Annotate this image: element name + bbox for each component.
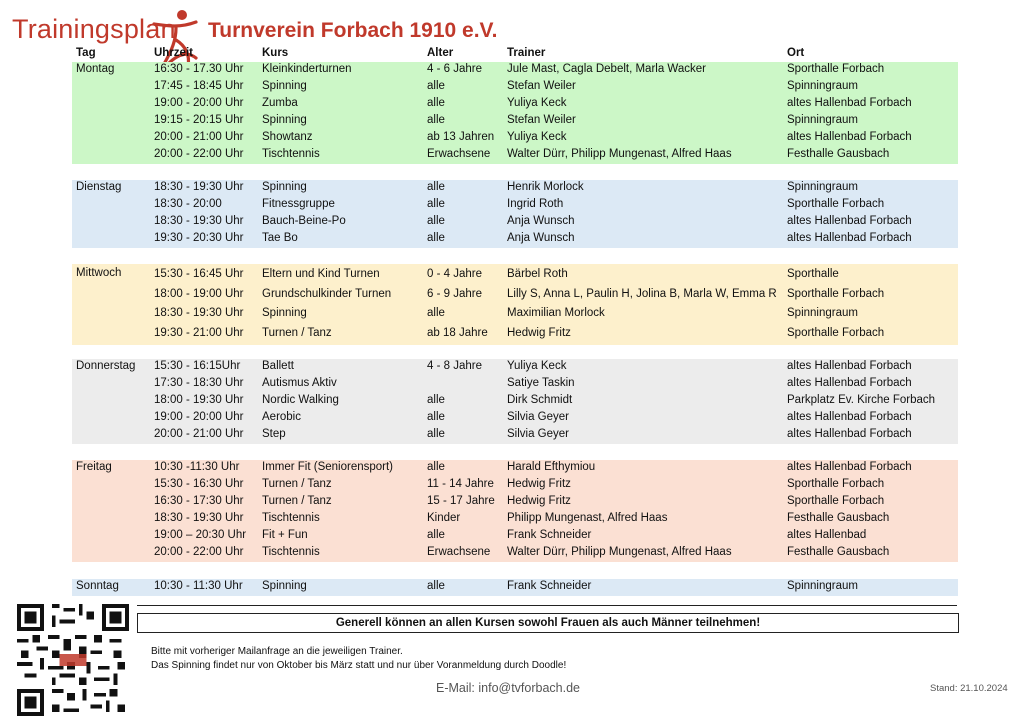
course-cell: Tischtennis (262, 512, 320, 524)
trainer-cell: Henrik Morlock (507, 181, 584, 193)
course-cell: Turnen / Tanz (262, 326, 332, 339)
course-cell: Spinning (262, 307, 307, 319)
time-cell: 19:30 - 21:00 Uhr (154, 326, 244, 339)
location-cell: altes Hallenbad Forbach (787, 377, 912, 389)
trainer-cell: Philipp Mungenast, Alfred Haas (507, 512, 668, 524)
column-header-trainer: Trainer (507, 47, 546, 59)
trainer-cell: Dirk Schmidt (507, 394, 573, 406)
course-cell: Turnen / Tanz (262, 495, 332, 507)
location-cell: Sporthalle (787, 268, 839, 280)
time-cell: 10:30 - 11:30 Uhr (154, 580, 243, 592)
location-cell: Festhalle Gausbach (787, 512, 890, 524)
trainer-cell: Yuliya Keck (507, 131, 567, 143)
trainer-cell: Anja Wunsch (507, 232, 575, 244)
time-cell: 20:00 - 22:00 Uhr (154, 546, 244, 558)
qr-code-icon (17, 604, 129, 716)
location-cell: altes Hallenbad Forbach (787, 215, 912, 227)
location-cell: Sporthalle Forbach (787, 198, 885, 210)
day-section-3 (72, 359, 958, 444)
gymnast-figure-icon (146, 6, 206, 70)
age-cell: 11 - 14 Jahre (427, 478, 494, 490)
course-cell: Nordic Walking (262, 394, 339, 406)
location-cell: altes Hallenbad Forbach (787, 428, 912, 440)
location-cell: altes Hallenbad Forbach (787, 131, 912, 143)
age-cell: alle (427, 198, 445, 210)
day-section-5 (72, 579, 958, 596)
time-cell: 19:15 - 20:15 Uhr (154, 114, 244, 126)
location-cell: Sporthalle Forbach (787, 63, 885, 75)
trainer-cell: Silvia Geyer (507, 428, 569, 440)
time-cell: 18:30 - 20:00 (154, 198, 222, 210)
contact-email[interactable]: E-Mail: info@tvforbach.de (436, 681, 581, 695)
course-cell: Spinning (262, 80, 307, 92)
stand-date: Stand: 21.10.2024 (930, 683, 1008, 694)
trainer-cell: Hedwig Fritz (507, 478, 571, 490)
time-cell: 17:45 - 18:45 Uhr (154, 80, 244, 92)
day-name: Donnerstag (76, 360, 136, 372)
course-cell: Grundschulkinder Turnen (262, 287, 392, 300)
club-name: Turnverein Forbach 1910 e.V. (208, 19, 498, 42)
age-cell: Erwachsene (427, 148, 491, 160)
age-cell: alle (427, 580, 445, 592)
age-cell: Kinder (427, 512, 461, 524)
age-cell: 4 - 6 Jahre (427, 63, 482, 75)
day-section-0 (72, 62, 958, 164)
day-name: Montag (76, 63, 115, 75)
age-cell: ab 18 Jahre (427, 326, 488, 339)
day-name: Dienstag (76, 181, 122, 193)
location-cell: Spinningraum (787, 114, 858, 126)
location-cell: Spinningraum (787, 307, 858, 319)
time-cell: 18:30 - 19:30 Uhr (154, 512, 244, 524)
trainer-cell: Ingrid Roth (507, 198, 564, 210)
location-cell: Spinningraum (787, 580, 858, 592)
notice-box: Generell können an allen Kursen sowohl Frauen als auch Männer teilnehmen! (137, 613, 959, 633)
course-cell: Spinning (262, 114, 307, 126)
location-cell: Sporthalle Forbach (787, 495, 885, 507)
time-cell: 18:30 - 19:30 Uhr (154, 181, 244, 193)
location-cell: altes Hallenbad Forbach (787, 360, 912, 372)
course-cell: Tischtennis (262, 148, 320, 160)
course-cell: Spinning (262, 580, 307, 592)
column-header-tag: Tag (76, 47, 96, 59)
divider-line (137, 605, 957, 606)
course-cell: Fitnessgruppe (262, 198, 335, 210)
location-cell: Festhalle Gausbach (787, 546, 890, 558)
course-cell: Tae Bo (262, 232, 298, 244)
time-cell: 18:30 - 19:30 Uhr (154, 307, 244, 319)
time-cell: 19:00 - 20:00 Uhr (154, 411, 244, 423)
course-cell: Turnen / Tanz (262, 478, 332, 490)
course-cell: Fit + Fun (262, 529, 308, 541)
day-section-4 (72, 460, 958, 562)
trainer-cell: Harald Efthymiou (507, 461, 596, 473)
time-cell: 17:30 - 18:30 Uhr (154, 377, 244, 389)
time-cell: 10:30 -11:30 Uhr (154, 461, 240, 473)
location-cell: Parkplatz Ev. Kirche Forbach (787, 394, 936, 406)
trainer-cell: Satiye Taskin (507, 377, 575, 389)
column-header-kurs: Kurs (262, 47, 289, 59)
trainer-cell: Anja Wunsch (507, 215, 575, 227)
time-cell: 18:30 - 19:30 Uhr (154, 215, 244, 227)
day-section-1 (72, 180, 958, 248)
time-cell: 20:00 - 21:00 Uhr (154, 131, 244, 143)
age-cell: alle (427, 181, 445, 193)
time-cell: 20:00 - 22:00 Uhr (154, 148, 244, 160)
course-cell: Spinning (262, 181, 307, 193)
time-cell: 19:00 - 20:00 Uhr (154, 97, 244, 109)
footnote-mail-request: Bitte mit vorheriger Mailanfrage an die jeweiligen Trainer. (151, 646, 403, 657)
trainer-cell: Lilly S, Anna L, Paulin H, Jolina B, Marla W, Emma R (507, 287, 777, 300)
age-cell: alle (427, 80, 445, 92)
course-cell: Kleinkinderturnen (262, 63, 352, 75)
time-cell: 16:30 - 17:30 Uhr (154, 495, 244, 507)
course-cell: Bauch-Beine-Po (262, 215, 346, 227)
age-cell: alle (427, 411, 445, 423)
course-cell: Tischtennis (262, 546, 320, 558)
location-cell: Festhalle Gausbach (787, 148, 890, 160)
location-cell: Spinningraum (787, 80, 858, 92)
location-cell: Sporthalle Forbach (787, 326, 885, 339)
age-cell: alle (427, 307, 445, 319)
trainer-cell: Maximilian Morlock (507, 307, 605, 319)
age-cell: 0 - 4 Jahre (427, 268, 482, 280)
trainer-cell: Frank Schneider (507, 529, 592, 541)
day-section-2 (72, 264, 958, 345)
course-cell: Autismus Aktiv (262, 377, 337, 389)
time-cell: 15:30 - 16:45 Uhr (154, 268, 244, 280)
page-title: Trainingsplan (12, 14, 176, 44)
course-cell: Showtanz (262, 131, 313, 143)
location-cell: altes Hallenbad Forbach (787, 232, 912, 244)
trainer-cell: Frank Schneider (507, 580, 592, 592)
trainer-cell: Hedwig Fritz (507, 326, 571, 339)
course-cell: Eltern und Kind Turnen (262, 268, 380, 280)
trainer-cell: Walter Dürr, Philipp Mungenast, Alfred Haas (507, 546, 732, 558)
time-cell: 16:30 - 17.30 Uhr (154, 63, 244, 75)
age-cell: alle (427, 428, 445, 440)
location-cell: Sporthalle Forbach (787, 287, 885, 300)
footnote-spinning: Das Spinning findet nur von Oktober bis März statt und nur über Voranmeldung durch Doodle! (151, 660, 567, 671)
location-cell: altes Hallenbad Forbach (787, 411, 912, 423)
course-cell: Aerobic (262, 411, 301, 423)
column-header-alter: Alter (427, 47, 454, 59)
age-cell: alle (427, 461, 445, 473)
age-cell: alle (427, 114, 445, 126)
age-cell: Erwachsene (427, 546, 491, 558)
trainer-cell: Yuliya Keck (507, 97, 567, 109)
age-cell: ab 13 Jahren (427, 131, 495, 143)
location-cell: altes Hallenbad (787, 529, 867, 541)
time-cell: 19:00 – 20:30 Uhr (154, 529, 247, 541)
location-cell: Sporthalle Forbach (787, 478, 885, 490)
trainer-cell: Jule Mast, Cagla Debelt, Marla Wacker (507, 63, 706, 75)
day-name: Mittwoch (76, 267, 122, 279)
age-cell: alle (427, 232, 445, 244)
age-cell: 15 - 17 Jahre (427, 495, 495, 507)
column-header-uhrzeit: Uhrzeit (154, 47, 193, 59)
age-cell: alle (427, 215, 445, 227)
course-cell: Step (262, 428, 286, 440)
location-cell: Spinningraum (787, 181, 858, 193)
trainer-cell: Silvia Geyer (507, 411, 569, 423)
location-cell: altes Hallenbad Forbach (787, 97, 912, 109)
course-cell: Ballett (262, 360, 294, 372)
location-cell: altes Hallenbad Forbach (787, 461, 912, 473)
age-cell: alle (427, 394, 445, 406)
day-name: Freitag (76, 461, 112, 473)
day-name: Sonntag (76, 580, 119, 592)
trainer-cell: Hedwig Fritz (507, 495, 571, 507)
time-cell: 15:30 - 16:15Uhr (154, 360, 241, 372)
column-header-ort: Ort (787, 47, 805, 59)
trainer-cell: Walter Dürr, Philipp Mungenast, Alfred Haas (507, 148, 732, 160)
age-cell: alle (427, 529, 445, 541)
age-cell: 6 - 9 Jahre (427, 287, 482, 300)
time-cell: 19:30 - 20:30 Uhr (154, 232, 244, 244)
course-cell: Zumba (262, 97, 298, 109)
trainer-cell: Stefan Weiler (507, 114, 576, 126)
time-cell: 15:30 - 16:30 Uhr (154, 478, 244, 490)
time-cell: 18:00 - 19:00 Uhr (154, 287, 244, 300)
time-cell: 20:00 - 21:00 Uhr (154, 428, 244, 440)
trainer-cell: Stefan Weiler (507, 80, 576, 92)
age-cell: alle (427, 97, 445, 109)
age-cell: 4 - 8 Jahre (427, 360, 482, 372)
course-cell: Immer Fit (Seniorensport) (262, 461, 394, 473)
trainer-cell: Yuliya Keck (507, 360, 567, 372)
trainer-cell: Bärbel Roth (507, 268, 568, 280)
time-cell: 18:00 - 19:30 Uhr (154, 394, 244, 406)
